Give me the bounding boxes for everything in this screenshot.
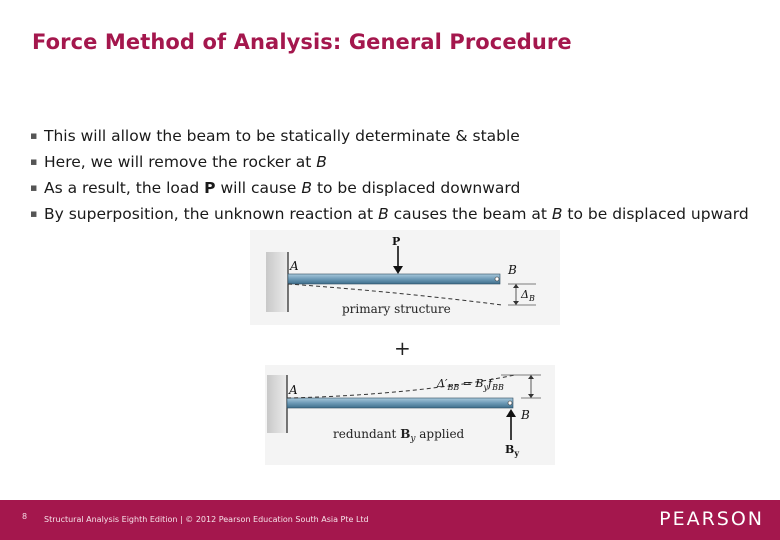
- support-label-a: A: [289, 383, 298, 397]
- pin-icon: [508, 401, 512, 405]
- plus-sign: +: [394, 336, 411, 360]
- bullet-item: ▪ As a result, the load P will cause B to be displaced downward: [30, 175, 750, 201]
- figure-caption: primary structure: [342, 302, 451, 316]
- primary-structure-figure: [250, 230, 560, 325]
- footer-bar: [0, 500, 780, 540]
- deflection-label: $\Delta_B$: [521, 288, 535, 303]
- footer-credit: Structural Analysis Eighth Edition | © 2012 Pearson Education South Asia Pte Ltd: [44, 515, 369, 524]
- beam: [288, 274, 500, 284]
- slide-title: Force Method of Analysis: General Procedure: [32, 30, 572, 54]
- pearson-logo: PEARSON: [659, 508, 764, 530]
- redundant-figure: [265, 365, 555, 465]
- page-number: 8: [22, 512, 28, 521]
- fixed-support: [267, 375, 287, 433]
- figure-caption: redundant $B_y$ applied: [333, 427, 465, 444]
- pin-icon: [495, 277, 499, 281]
- fixed-support: [266, 252, 288, 312]
- bullet-list: [30, 123, 750, 227]
- load-label: P: [392, 235, 401, 248]
- deflection-equation: $\Delta'_{BB} = B_yf_{BB}$: [437, 377, 504, 392]
- support-label-a: A: [290, 259, 299, 273]
- bullet-item: ▪ By superposition, the unknown reaction at B causes the beam at B to be displaced upward: [30, 201, 750, 227]
- bullet-item: ▪ Here, we will remove the rocker at B: [30, 149, 750, 175]
- support-label-b: B: [508, 263, 517, 277]
- beam: [287, 398, 513, 408]
- support-label-b: B: [521, 408, 530, 422]
- bullet-item: ▪ This will allow the beam to be statically determinate & stable: [30, 123, 750, 149]
- reaction-label: $B_y$: [505, 443, 519, 458]
